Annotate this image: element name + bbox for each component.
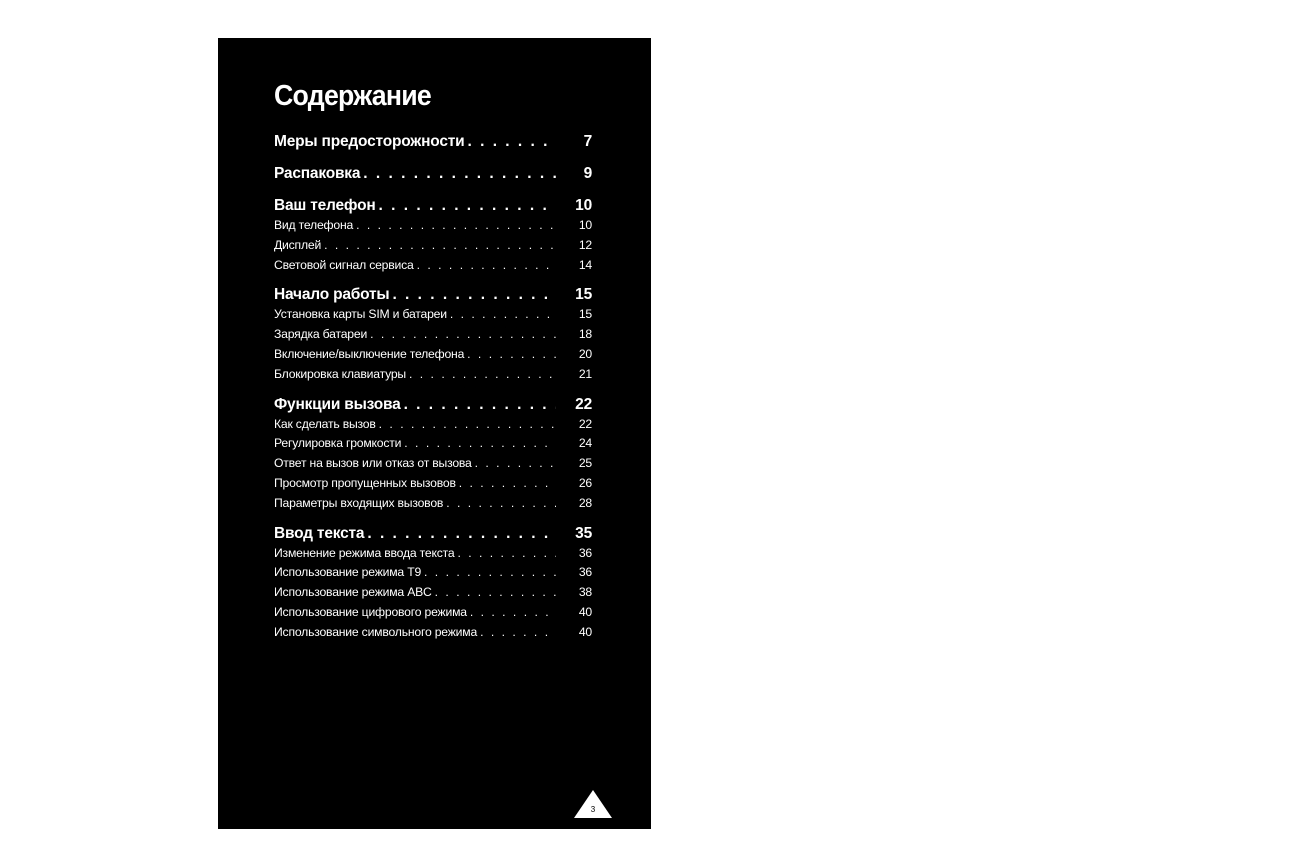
toc-item[interactable]: [274, 623, 592, 643]
toc-item-page: 25: [578, 456, 592, 471]
toc-item-page: 40: [578, 604, 592, 619]
toc-page: [218, 38, 651, 829]
toc-item[interactable]: [274, 325, 592, 345]
toc-item-page: 21: [578, 366, 592, 381]
toc-item-label: Вид телефона: [274, 218, 354, 232]
toc-item[interactable]: [274, 256, 592, 276]
page-title: Содержание: [274, 80, 432, 112]
toc-section-label: Функции вызова: [274, 395, 401, 413]
toc-item[interactable]: [274, 216, 592, 236]
toc-item-page: 12: [578, 237, 592, 252]
toc-section-label: Ваш телефон: [274, 197, 376, 214]
toc-item[interactable]: [274, 494, 592, 514]
toc-item[interactable]: [274, 563, 592, 583]
leader-dots: [480, 623, 556, 643]
toc-section[interactable]: [274, 196, 592, 216]
toc-section[interactable]: [274, 524, 592, 544]
toc-section-page: 9: [583, 165, 592, 182]
toc-item-label: Зарядка батареи: [274, 327, 368, 342]
toc-item-label: Световой сигнал сервиса: [274, 257, 414, 272]
leader-dots: [446, 494, 556, 514]
leader-dots: [417, 256, 556, 276]
toc-section-page: 7: [583, 133, 592, 150]
leader-dots: [457, 544, 556, 564]
toc-item[interactable]: [274, 365, 592, 385]
leader-dots: [379, 415, 556, 435]
toc-item-page: 40: [578, 624, 592, 639]
toc-item[interactable]: [274, 454, 592, 474]
leader-dots: [392, 285, 556, 305]
toc-item-page: 38: [578, 585, 592, 600]
toc-item-label: Ответ на вызов или отказ от вызова: [274, 456, 472, 471]
toc-item-page: 18: [578, 327, 592, 342]
leader-dots: [363, 164, 556, 184]
toc-section[interactable]: [274, 132, 592, 152]
toc-item-page: 22: [578, 416, 592, 431]
leader-dots: [404, 395, 556, 415]
toc-item-label: Блокировка клавиатуры: [274, 366, 406, 381]
toc-item[interactable]: [274, 544, 592, 564]
toc-item-page: 10: [578, 218, 592, 232]
toc-item[interactable]: [274, 415, 592, 435]
toc-section-page: 15: [575, 286, 592, 304]
toc-section-label: Меры предосторожности: [274, 133, 465, 150]
toc-item[interactable]: [274, 583, 592, 603]
leader-dots: [467, 132, 556, 152]
toc-section[interactable]: [274, 395, 592, 415]
toc-item-label: Параметры входящих вызовов: [274, 495, 444, 510]
leader-dots: [370, 325, 556, 345]
page-number: 3: [590, 805, 596, 814]
toc-section-page: 10: [575, 197, 592, 214]
triangle-icon: [573, 789, 613, 819]
leader-dots: [409, 365, 556, 385]
toc-item-page: 36: [578, 565, 592, 580]
leader-dots: [459, 474, 556, 494]
toc-item-page: 15: [578, 307, 592, 322]
table-of-contents: [274, 132, 592, 643]
toc-item[interactable]: [274, 345, 592, 365]
toc-item-label: Использование режима ABC: [274, 585, 432, 600]
leader-dots: [470, 603, 556, 623]
leader-dots: [467, 345, 556, 365]
toc-section-page: 22: [575, 395, 592, 413]
toc-item-label: Изменение режима ввода текста: [274, 545, 455, 560]
page-number-badge: [573, 789, 613, 819]
leader-dots: [450, 305, 556, 325]
toc-item-page: 26: [578, 475, 592, 490]
leader-dots: [424, 563, 556, 583]
toc-item-label: Использование цифрового режима: [274, 604, 467, 619]
toc-item-label: Установка карты SIM и батареи: [274, 307, 447, 322]
leader-dots: [379, 196, 556, 216]
toc-item-label: Использование режима T9: [274, 565, 422, 580]
toc-item-label: Использование символьного режима: [274, 624, 478, 639]
toc-item[interactable]: [274, 305, 592, 325]
toc-item[interactable]: [274, 434, 592, 454]
toc-section-label: Ввод текста: [274, 524, 365, 542]
toc-item-page: 24: [578, 436, 592, 451]
toc-item-page: 28: [578, 495, 592, 510]
toc-section[interactable]: [274, 285, 592, 305]
toc-item[interactable]: [274, 236, 592, 256]
toc-section[interactable]: [274, 164, 592, 184]
leader-dots: [367, 524, 556, 544]
toc-item-label: Дисплей: [274, 237, 322, 252]
toc-section-label: Распаковка: [274, 165, 361, 182]
leader-dots: [324, 236, 556, 256]
toc-item-label: Как сделать вызов: [274, 416, 376, 431]
toc-item[interactable]: [274, 474, 592, 494]
leader-dots: [356, 216, 556, 236]
toc-item-page: 20: [578, 346, 592, 361]
toc-section-label: Начало работы: [274, 286, 390, 304]
toc-item[interactable]: [274, 603, 592, 623]
toc-item-label: Просмотр пропущенных вызовов: [274, 475, 456, 490]
toc-item-page: 36: [578, 545, 592, 560]
leader-dots: [404, 434, 556, 454]
toc-item-page: 14: [578, 257, 592, 272]
toc-section-page: 35: [575, 524, 592, 542]
leader-dots: [475, 454, 556, 474]
toc-item-label: Регулировка громкости: [274, 436, 402, 451]
leader-dots: [435, 583, 556, 603]
toc-item-label: Включение/выключение телефона: [274, 346, 465, 361]
